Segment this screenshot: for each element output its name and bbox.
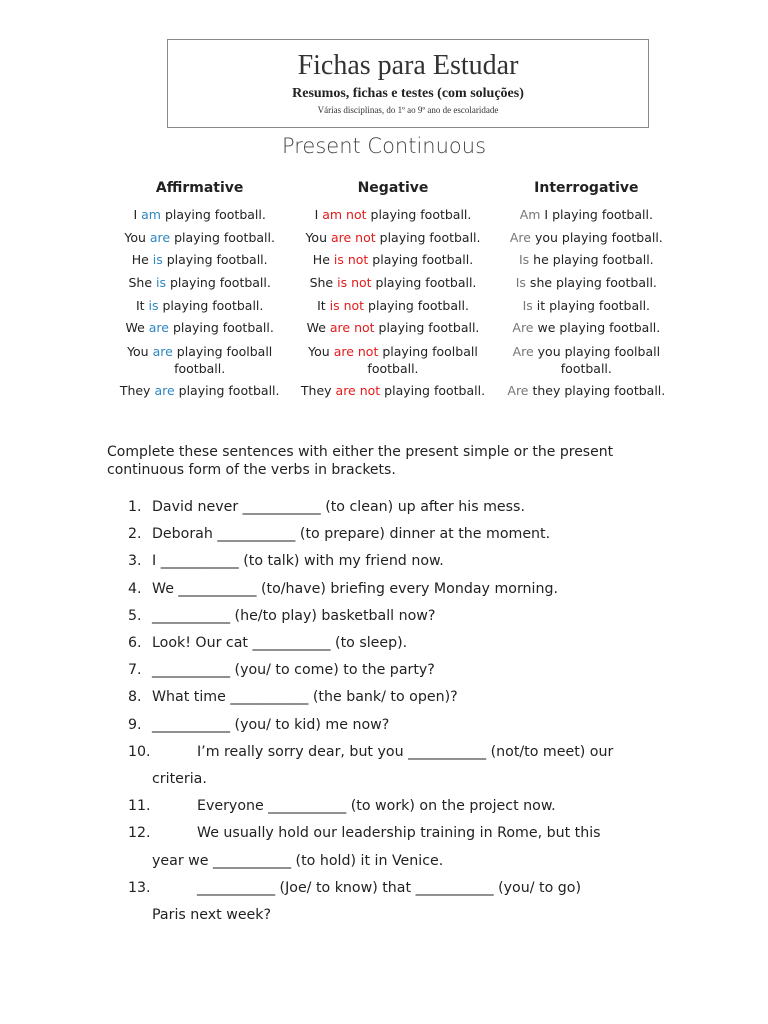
- affirmative-cell: [103, 249, 296, 272]
- rest-text: playing football.: [375, 229, 481, 245]
- subject-text: You: [308, 343, 334, 359]
- affirmative-cell: [103, 272, 296, 295]
- subject-text: I: [133, 207, 142, 223]
- verb-text: is not: [333, 252, 369, 268]
- header-negative: Negative: [357, 180, 429, 196]
- exercise-text: What time ___________ (the bank/ to open)?: [152, 689, 458, 706]
- verb-text: is: [152, 252, 163, 268]
- exercise-item: [120, 521, 680, 548]
- interrogative-cell: [490, 380, 683, 403]
- rest-text: it playing football.: [532, 297, 651, 313]
- subject-text: He: [312, 252, 334, 268]
- exercise-item: [120, 630, 680, 657]
- negative-cell: [296, 294, 489, 317]
- exercise-item: [120, 793, 680, 820]
- rest-text: I playing football.: [540, 207, 653, 223]
- table-row: [103, 317, 683, 340]
- negative-cell: [296, 272, 489, 295]
- affirmative-cell: [103, 380, 296, 403]
- rest-text: we playing football.: [533, 320, 661, 336]
- exercise-number: 1.: [128, 499, 142, 515]
- exercise-item: [120, 739, 680, 793]
- exercise-number: 6.: [128, 635, 142, 652]
- verb-text: Am: [519, 207, 541, 223]
- rest-text: playing football.: [366, 207, 472, 223]
- negative-cell: [296, 227, 489, 250]
- interrogative-cell: [490, 294, 683, 317]
- exercise-number: 8.: [128, 689, 142, 706]
- interrogative-cell: [490, 317, 683, 340]
- subject-text: We: [306, 320, 330, 336]
- verb-text: Are: [512, 343, 534, 359]
- verb-text: is not: [337, 275, 372, 291]
- exercise-text: I’m really sorry dear, but you ___________ (not/to meet) our: [197, 743, 614, 760]
- grammar-table-header: [103, 180, 683, 204]
- rest-text: playing football.: [158, 297, 264, 313]
- negative-cell: [296, 380, 489, 403]
- rest-text: they playing football.: [528, 382, 666, 398]
- verb-text: Are: [509, 229, 531, 245]
- negative-cell: [296, 249, 489, 272]
- exercise-instructions: Complete these sentences with either the present simple or the present continuous form of the verbs in brackets.: [107, 444, 614, 478]
- exercise-number: 5.: [128, 607, 142, 624]
- verb-text: Is: [522, 297, 533, 313]
- verb-text: am not: [322, 207, 367, 223]
- exercise-item: [120, 548, 680, 575]
- verb-text: are: [154, 382, 175, 398]
- subject-text: You: [127, 343, 153, 359]
- table-row: [103, 227, 683, 250]
- exercise-text: I ___________ (to talk) with my friend now.: [152, 553, 444, 570]
- verb-text: are not: [330, 229, 376, 245]
- exercise-text: Everyone ___________ (to work) on the project now.: [197, 798, 556, 815]
- interrogative-cell: [490, 227, 683, 250]
- subject-text: They: [300, 382, 336, 398]
- rest-text: playing football.: [368, 252, 474, 268]
- rest-text: playing football.: [374, 320, 480, 336]
- exercise-text: We usually hold our leadership training in Rome, but this: [197, 825, 601, 842]
- exercise-number: 11.: [128, 798, 151, 815]
- exercise-list: [120, 494, 680, 929]
- subject-text: She: [309, 275, 338, 291]
- table-row: [103, 204, 683, 227]
- subject-text: It: [135, 297, 149, 313]
- exercise-text: Look! Our cat ___________ (to sleep).: [152, 635, 408, 652]
- exercise-item: [120, 712, 680, 739]
- exercise-text: ___________ (you/ to come) to the party?: [152, 662, 435, 679]
- exercise-item: [120, 684, 680, 711]
- interrogative-cell: [490, 204, 683, 227]
- exercise-text: ___________ (Joe/ to know) that ___________ (you/ to go): [197, 879, 581, 896]
- rest-text: playing football.: [380, 382, 486, 398]
- subject-text: It: [317, 297, 330, 313]
- negative-cell: [296, 340, 489, 380]
- table-row: [103, 340, 683, 380]
- site-header-box: [167, 39, 649, 128]
- verb-text: are: [148, 320, 169, 336]
- exercise-item: [120, 820, 680, 874]
- exercise-number: 10.: [128, 743, 151, 760]
- table-row: [103, 249, 683, 272]
- exercise-item: [120, 494, 680, 521]
- interrogative-cell: [490, 340, 683, 380]
- exercise-text: ___________ (he/to play) basketball now?: [152, 607, 436, 624]
- table-row: [103, 272, 683, 295]
- verb-text: are: [152, 343, 173, 359]
- exercise-text-continued: Paris next week?: [152, 907, 272, 924]
- exercise-number: 4.: [128, 580, 142, 597]
- interrogative-cell: [490, 272, 683, 295]
- affirmative-cell: [103, 317, 296, 340]
- exercise-number: 9.: [128, 716, 142, 733]
- affirmative-cell: [103, 294, 296, 317]
- subject-text: They: [119, 382, 155, 398]
- exercise-item: [120, 875, 680, 929]
- exercise-text: David never ___________ (to clean) up after his mess.: [152, 499, 525, 515]
- negative-cell: [296, 204, 489, 227]
- rest-text: playing foolball football.: [367, 343, 478, 376]
- exercise-number: 3.: [128, 553, 142, 570]
- subject-text: You: [124, 229, 150, 245]
- rest-text: she playing football.: [525, 275, 657, 291]
- exercise-text-continued: criteria.: [152, 771, 207, 788]
- verb-text: are not: [333, 343, 379, 359]
- rest-text: playing football.: [174, 382, 280, 398]
- rest-text: playing football.: [166, 275, 271, 291]
- verb-text: Are: [507, 382, 529, 398]
- page-title: Present Continuous: [281, 134, 487, 158]
- subject-text: She: [128, 275, 156, 291]
- subject-text: We: [125, 320, 149, 336]
- negative-cell: [296, 317, 489, 340]
- rest-text: you playing football.: [530, 229, 663, 245]
- table-row: [103, 380, 683, 403]
- site-title: Fichas para Estudar: [297, 50, 519, 81]
- verb-text: is: [148, 297, 159, 313]
- verb-text: are: [149, 229, 171, 245]
- verb-text: Is: [515, 275, 526, 291]
- exercise-number: 13.: [128, 879, 151, 896]
- header-interrogative: Interrogative: [534, 180, 639, 196]
- exercise-item: [120, 603, 680, 630]
- verb-text: Are: [512, 320, 534, 336]
- exercise-text: ___________ (you/ to kid) me now?: [152, 716, 390, 733]
- table-row: [103, 294, 683, 317]
- verb-text: Is: [519, 252, 530, 268]
- exercise-item: [120, 576, 680, 603]
- verb-text: are not: [335, 382, 381, 398]
- exercise-text: Deborah ___________ (to prepare) dinner at the moment.: [152, 526, 551, 543]
- exercise-text-continued: year we ___________ (to hold) it in Venice.: [152, 852, 444, 869]
- rest-text: playing football.: [168, 320, 274, 336]
- subject-text: I: [314, 207, 323, 223]
- verb-text: are not: [329, 320, 375, 336]
- subject-text: He: [131, 252, 153, 268]
- rest-text: playing football.: [170, 229, 275, 245]
- rest-text: you playing foolball football.: [533, 343, 661, 376]
- exercise-item: [120, 657, 680, 684]
- interrogative-cell: [490, 249, 683, 272]
- rest-text: playing foolball football.: [172, 343, 273, 376]
- subject-text: You: [305, 229, 331, 245]
- header-affirmative: Affirmative: [155, 180, 244, 196]
- exercise-text: We ___________ (to/have) briefing every Monday morning.: [152, 580, 558, 597]
- rest-text: he playing football.: [529, 252, 654, 268]
- affirmative-cell: [103, 340, 296, 380]
- site-note: Várias disciplinas, do 1º ao 9º ano de escolaridade: [317, 105, 499, 115]
- grammar-table: [103, 180, 683, 402]
- site-subtitle: Resumos, fichas e testes (com soluções): [292, 86, 524, 101]
- affirmative-cell: [103, 204, 296, 227]
- verb-text: is: [156, 275, 166, 291]
- rest-text: playing football.: [160, 207, 266, 223]
- verb-text: am: [141, 207, 161, 223]
- rest-text: playing football.: [162, 252, 268, 268]
- exercise-number: 12.: [128, 825, 151, 842]
- affirmative-cell: [103, 227, 296, 250]
- verb-text: is not: [329, 297, 365, 313]
- exercise-number: 2.: [128, 526, 142, 543]
- rest-text: playing football.: [364, 297, 469, 313]
- rest-text: playing football.: [371, 275, 477, 291]
- exercise-number: 7.: [128, 662, 142, 679]
